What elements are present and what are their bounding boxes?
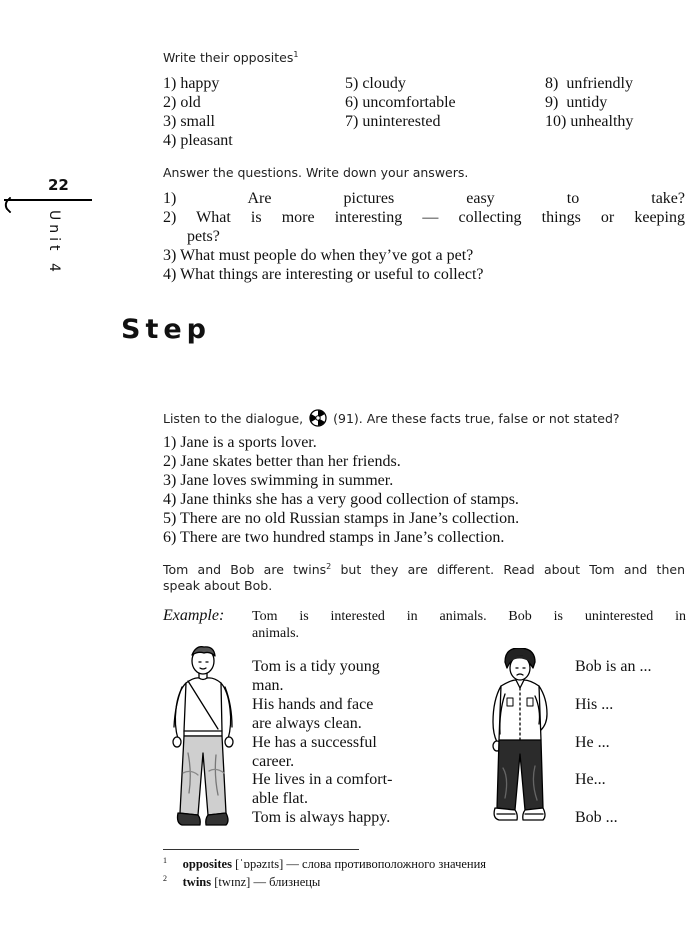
item-number: 1) [163,75,177,92]
tom-line-8: able flat. [252,790,308,807]
page-number: 22 [48,176,69,194]
bob-line-4: He... [575,771,606,788]
question-4: 4) What things are interesting or useful to collect? [163,266,484,283]
example-line1: Tom is interested in animals. Bob is uninterested in [252,609,686,624]
footnote-1-term: opposites [182,857,232,872]
bob-line-3: He ... [575,734,610,751]
item-word: pleasant [180,132,233,149]
item-word: untidy [566,94,608,111]
bob-line-1: Bob is an ... [575,658,652,675]
opposites-instruction-text: Write their opposites [163,50,294,66]
opposites-instruction [163,50,298,65]
item-word: happy [180,75,220,92]
footnote-1 [163,856,486,872]
listening-item-5: 5) There are no old Russian stamps in Jane’s collection. [163,510,520,527]
question-2: 2) What is more interesting — collecting things or keeping [163,209,685,226]
footnote-1-transcription: [ˈɒpəzɪts] [235,857,284,872]
twins-instruction-start: Tom and Bob are twins [163,562,327,578]
item-word: cloudy [362,75,406,92]
bob-line-2: His ... [575,696,614,713]
listening-item-1: 1) Jane is a sports lover. [163,434,317,451]
footnote-1-translation: — слова противоположного значения [286,857,487,872]
listening-item-2: 2) Jane skates better than her friends. [163,453,401,470]
footnote-mark-1: 1 [293,50,299,59]
twins-instruction-line2: speak about Bob. [163,578,273,593]
item-word: unfriendly [566,75,633,92]
item-word: old [180,94,201,111]
twins-instruction-middle: but they are different. Read about Tom and then [340,562,685,578]
footnote-2 [163,874,320,890]
item-word: small [180,113,215,130]
item-number: 2) [163,94,177,111]
tom-line-6: career. [252,753,295,770]
footnote-1-mark: 1 [163,856,167,865]
audio-disc-icon [309,409,327,430]
questions-instruction: Answer the questions. Write down your answers. [163,165,469,180]
opposite-item-9 [545,93,607,112]
item-word: unhealthy [570,113,634,130]
opposite-item-10 [545,112,633,131]
footnote-2-mark: 2 [163,874,167,883]
margin-divider [4,199,92,201]
item-number: 5) [345,75,359,92]
item-number: 6) [345,94,359,111]
footnote-2-transcription: [twɪnz] [214,875,251,890]
opposite-item-7 [345,112,441,131]
item-number: 4) [163,132,177,149]
opposite-item-6 [345,93,456,112]
tom-line-4: are always clean. [252,715,362,732]
listening-instruction-end: (91). Are these facts true, false or not stated? [333,411,620,426]
opposite-item-2 [163,93,201,112]
tom-line-9: Tom is always happy. [252,809,391,826]
example-label: Example: [163,607,225,624]
listening-item-6: 6) There are two hundred stamps in Jane’s collection. [163,529,505,546]
item-number: 9) [545,94,559,111]
twins-instruction-line1 [163,562,685,577]
tom-illustration [158,643,248,831]
tom-line-3: His hands and face [252,696,374,713]
opposite-item-5 [345,74,406,93]
item-word: uninterested [362,113,441,130]
footnote-rule [163,849,359,850]
opposite-item-8 [545,74,633,93]
tom-line-2: man. [252,677,284,694]
listening-instruction [163,409,620,430]
item-number: 3) [163,113,177,130]
opposite-item-1 [163,74,219,93]
item-word: uncomfortable [362,94,456,111]
step-heading: Step [121,314,211,345]
tom-line-5: He has a successful [252,734,377,751]
question-2-continued: pets? [187,228,220,245]
footnote-2-translation: — близнецы [253,875,321,890]
item-number: 8) [545,75,559,92]
listening-item-3: 3) Jane loves swimming in summer. [163,472,394,489]
question-3: 3) What must people do when they’ve got a pet? [163,247,474,264]
unit-label: Unit 4 [46,210,62,276]
opposite-item-4 [163,131,233,150]
question-1: 1) Are pictures easy to take? [163,190,685,207]
bob-illustration [483,648,555,828]
tom-line-7: He lives in a comfort- [252,771,393,788]
footnote-mark-2: 2 [326,562,332,571]
footnote-2-term: twins [182,875,212,890]
bob-line-5: Bob ... [575,809,618,826]
example-line2: animals. [252,626,300,641]
item-number: 10) [545,113,567,130]
opposite-item-3 [163,112,215,131]
listening-item-4: 4) Jane thinks she has a very good collection of stamps. [163,491,519,508]
item-number: 7) [345,113,359,130]
listening-instruction-start: Listen to the dialogue, [163,411,304,426]
tom-line-1: Tom is a tidy young [252,658,380,675]
